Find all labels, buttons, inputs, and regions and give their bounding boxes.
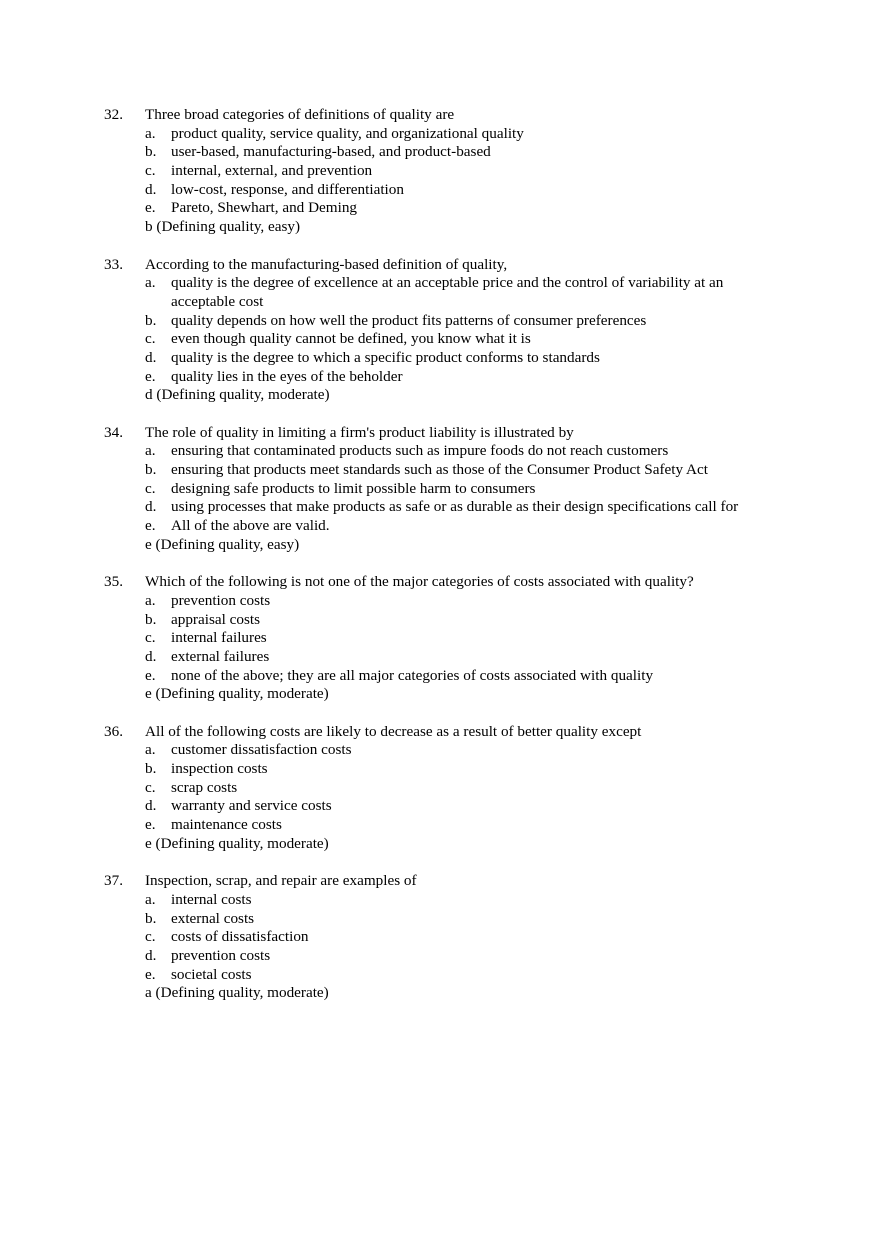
option-text: quality is the degree to which a specific product conforms to standards [171,348,600,366]
answer-option [0,442,880,461]
question-stem-line [0,106,880,125]
question-stem-line [0,424,880,443]
answer-option [0,910,880,929]
answer-option [0,125,880,144]
option-text: low-cost, response, and differentiation [171,180,404,198]
option-letter: b. [145,311,157,329]
option-text: ensuring that products meet standards such as those of the Consumer Product Safety Act [171,461,708,479]
answer-option [0,181,880,200]
option-letter: c. [145,778,156,796]
answer-option [0,816,880,835]
option-text: costs of dissatisfaction [171,928,309,946]
answer-option [0,611,880,630]
question-stem-line [0,573,880,592]
option-letter: c. [145,162,156,180]
option-text: quality depends on how well the product fits patterns of consumer preferences [171,311,647,329]
option-letter: b. [145,610,157,628]
option-letter: a. [145,274,156,292]
option-text: product quality, service quality, and organizational quality [171,124,524,142]
answer-option [0,162,880,181]
question-block [0,723,880,854]
question-number: 32. [104,106,123,123]
answer-key: e (Defining quality, moderate) [145,834,329,852]
option-letter: b. [145,461,157,479]
option-letter: d. [145,180,157,198]
answer-option [0,592,880,611]
question-number: 34. [104,423,123,441]
question-number: 35. [104,573,123,591]
option-text: internal costs [171,890,252,908]
option-text: none of the above; they are all major categories of costs associated with quality [171,666,654,684]
option-letter: d. [145,647,157,665]
answer-option [0,741,880,760]
answer-key: e (Defining quality, moderate) [145,685,329,703]
option-letter: a. [145,442,156,460]
option-text: quality is the degree of excellence at an acceptable price and the control of variability at an [171,274,724,292]
option-letter: b. [145,909,157,927]
option-text: internal failures [171,629,267,647]
question-number: 36. [104,722,123,740]
option-text: using processes that make products as safe or as durable as their design specifications call for [171,498,739,516]
option-letter: e. [145,199,156,217]
answer-option [0,779,880,798]
question-number: 33. [104,255,123,273]
answer-option [0,498,880,517]
answer-option [0,330,880,349]
answer-key-line [0,685,880,704]
option-letter: d. [145,946,157,964]
question-block [0,424,880,555]
answer-option [0,760,880,779]
option-text: acceptable cost [171,292,264,310]
question-stem-line [0,723,880,742]
answer-option [0,517,880,536]
answer-option [0,312,880,331]
option-text: external failures [171,647,270,665]
option-letter: d. [145,797,157,815]
answer-key-line [0,536,880,555]
option-letter: a. [145,591,156,609]
option-letter: c. [145,330,156,348]
option-text: quality lies in the eyes of the beholder [171,367,403,385]
answer-option [0,349,880,368]
option-letter: c. [145,629,156,647]
option-text: even though quality cannot be defined, you know what it is [171,330,531,348]
question-block [0,106,880,237]
answer-option [0,797,880,816]
answer-option [0,199,880,218]
option-letter: a. [145,890,156,908]
answer-option [0,928,880,947]
answer-option [0,891,880,910]
answer-option [0,293,880,312]
option-text: customer dissatisfaction costs [171,741,352,759]
option-text: societal costs [171,965,252,983]
option-letter: c. [145,479,156,497]
option-text: external costs [171,909,255,927]
question-number: 37. [104,872,123,890]
question-stem: Three broad categories of definitions of quality are [145,106,455,123]
option-letter: d. [145,498,157,516]
question-stem: Inspection, scrap, and repair are examples of [145,872,417,890]
option-text: designing safe products to limit possible harm to consumers [171,479,536,497]
question-stem: The role of quality in limiting a firm's product liability is illustrated by [145,423,574,441]
option-text: internal, external, and prevention [171,162,373,180]
option-text: warranty and service costs [171,797,332,815]
question-stem-line [0,256,880,275]
option-text: appraisal costs [171,610,260,628]
answer-option [0,947,880,966]
answer-key: d (Defining quality, moderate) [145,386,330,404]
answer-key: a (Defining quality, moderate) [145,984,329,1002]
question-stem-line [0,872,880,891]
option-text: All of the above are valid. [171,517,330,535]
option-text: maintenance costs [171,816,282,834]
option-letter: a. [145,124,156,142]
question-block [0,872,880,1003]
answer-key: e (Defining quality, easy) [145,535,300,553]
question-stem: Which of the following is not one of the major categories of costs associated with quality? [145,573,694,591]
document-page [0,106,880,1022]
answer-key: b (Defining quality, easy) [145,218,301,236]
option-text: ensuring that contaminated products such as impure foods do not reach customers [171,442,669,460]
option-letter: d. [145,348,157,366]
answer-option [0,629,880,648]
answer-key-line [0,835,880,854]
option-text: prevention costs [171,591,271,609]
question-stem: All of the following costs are likely to decrease as a result of better quality except [145,722,642,740]
answer-option [0,667,880,686]
option-text: prevention costs [171,946,271,964]
answer-option [0,648,880,667]
option-letter: e. [145,367,156,385]
option-letter: a. [145,741,156,759]
option-letter: b. [145,143,157,161]
option-letter: c. [145,928,156,946]
answer-key-line [0,386,880,405]
answer-option [0,274,880,293]
option-letter: e. [145,666,156,684]
option-letter: e. [145,965,156,983]
answer-key-line [0,984,880,1003]
question-block [0,573,880,704]
answer-option [0,966,880,985]
option-letter: e. [145,816,156,834]
answer-option [0,143,880,162]
option-letter: b. [145,760,157,778]
option-text: scrap costs [171,778,238,796]
option-text: Pareto, Shewhart, and Deming [171,199,358,217]
question-block [0,256,880,406]
question-stem: According to the manufacturing-based definition of quality, [145,255,508,273]
answer-option [0,480,880,499]
option-letter: e. [145,517,156,535]
option-text: user-based, manufacturing-based, and product-based [171,143,491,161]
option-text: inspection costs [171,760,268,778]
answer-option [0,368,880,387]
answer-option [0,461,880,480]
answer-key-line [0,218,880,237]
